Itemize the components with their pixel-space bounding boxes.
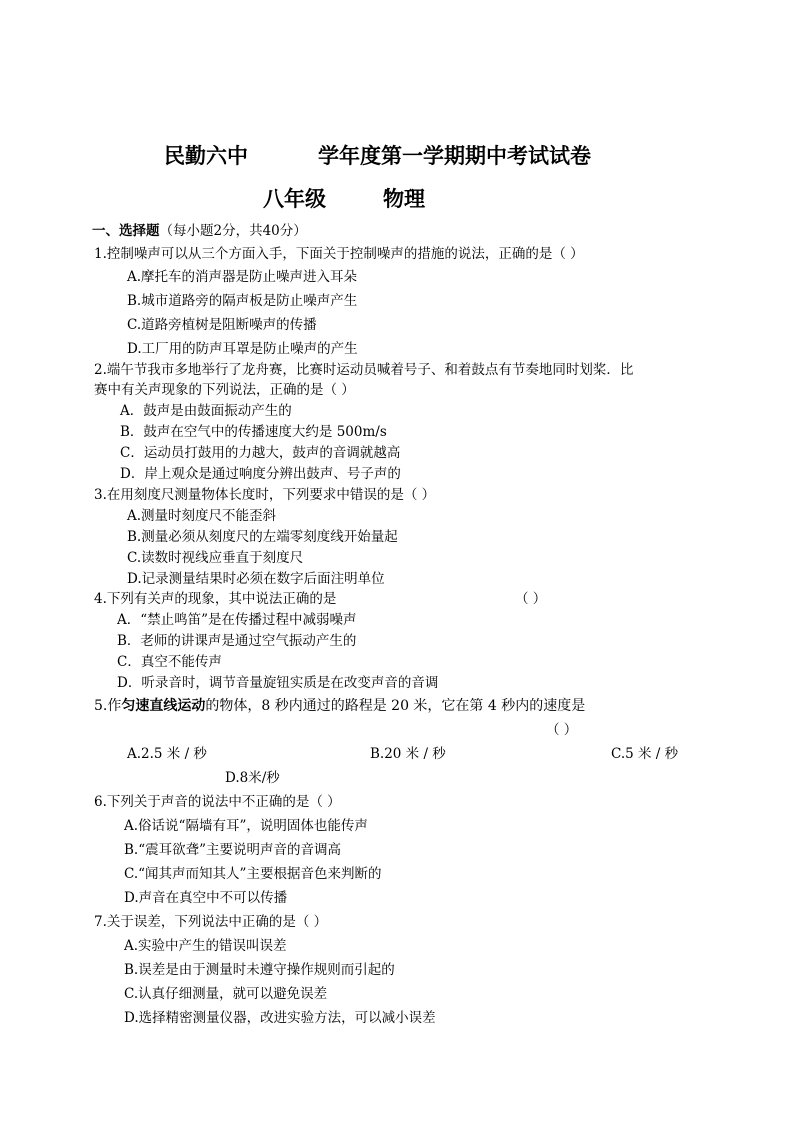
question-3-option-b: B.测量必须从刻度尺的左端零刻度线开始量起 [127, 529, 398, 545]
question-3-option-d: D.记录测量结果时必须在数字后面注明单位 [127, 571, 385, 587]
question-5-answer-blank: （ ） [546, 722, 578, 738]
question-2-stem: 2.端午节我市多地举行了龙舟赛，比赛时运动员喊着号子、和着鼓点有节奏地同时划桨．比 [94, 362, 634, 378]
question-1-option-b: B.城市道路旁的隔声板是防止噪声产生 [127, 293, 358, 309]
question-4-option-c: C．真空不能传声 [117, 654, 222, 670]
question-4-stem: 4.下列有关声的现象，其中说法正确的是 [94, 591, 337, 607]
question-6-option-b: B.“震耳欲聋”主要说明声音的音调高 [124, 842, 342, 858]
question-5-stem-emphasis: 匀速直线运动 [121, 698, 206, 714]
question-2-option-a: A．鼓声是由鼓面振动产生的 [120, 403, 292, 419]
question-7-stem: 7.关于误差，下列说法中正确的是（ ） [94, 914, 328, 930]
question-1-option-c: C.道路旁植树是阻断噪声的传播 [127, 317, 317, 333]
question-3-option-c: C.读数时视线应垂直于刻度尺 [127, 550, 304, 566]
question-4-option-a: A．“禁止鸣笛”是在传播过程中减弱噪声 [117, 612, 357, 628]
section-note: （每小题2分，共40分） [159, 223, 307, 239]
question-3-stem: 3.在用刻度尺测量物体长度时，下列要求中错误的是（ ） [94, 487, 436, 503]
question-5-option-c: C.5 米 / 秒 [611, 746, 679, 762]
term-title: 学年度第一学期期中考试试卷 [318, 143, 591, 168]
question-4-option-b: B．老师的讲课声是通过空气振动产生的 [117, 633, 357, 649]
question-3-option-a: A.测量时刻度尺不能歪斜 [127, 508, 277, 524]
question-4-answer-blank: （ ） [515, 591, 547, 607]
question-2-option-d: D．岸上观众是通过响度分辨出鼓声、号子声的 [120, 466, 401, 482]
question-5-option-b: B.20 米 / 秒 [370, 746, 446, 762]
question-2-option-c: C．运动员打鼓用的力越大，鼓声的音调就越高 [120, 445, 401, 461]
question-5-option-a: A.2.5 米 / 秒 [127, 746, 207, 762]
question-5-stem [94, 697, 585, 715]
question-7-option-a: A.实验中产生的错误叫误差 [124, 938, 287, 954]
question-6-option-a: A.俗话说“隔墙有耳”，说明固体也能传声 [124, 818, 368, 834]
question-7-option-c: C.认真仔细测量，就可以避免误差 [124, 986, 328, 1002]
question-5-option-d: D.8米/秒 [225, 770, 280, 786]
question-6-option-c: C.“闻其声而知其人”主要根据音色来判断的 [124, 866, 382, 882]
grade-label: 八年级 [263, 186, 326, 211]
question-7-option-d: D.选择精密测量仪器，改进实验方法，可以减小误差 [124, 1010, 436, 1026]
subject-label: 物理 [383, 186, 425, 211]
section-heading [92, 222, 307, 240]
question-1-stem: 1.控制噪声可以从三个方面入手，下面关于控制噪声的措施的说法，正确的是（ ） [94, 246, 584, 262]
question-2-option-b: B．鼓声在空气中的传播速度大约是 500m/s [120, 424, 387, 440]
question-6-option-d: D.声音在真空中不可以传播 [124, 890, 288, 906]
question-5-stem-prefix: 5.作 [94, 698, 122, 714]
question-6-stem: 6.下列关于声音的说法中不正确的是（ ） [94, 794, 341, 810]
school-name: 民勤六中 [164, 143, 248, 168]
question-4-option-d: D．听录音时，调节音量旋钮实质是在改变声音的音调 [117, 675, 439, 691]
question-5-stem-suffix: 的物体，8 秒内通过的路程是 20 米，它在第 4 秒内的速度是 [205, 698, 586, 714]
question-1-option-d: D.工厂用的防声耳罩是防止噪声的产生 [127, 341, 358, 357]
question-7-option-b: B.误差是由于测量时未遵守操作规则而引起的 [124, 962, 395, 978]
question-2-stem-continued: 赛中有关声现象的下列说法，正确的是（ ） [94, 382, 355, 398]
section-title: 一、选择题 [92, 223, 160, 239]
question-1-option-a: A.摩托车的消声器是防止噪声进入耳朵 [127, 269, 358, 285]
